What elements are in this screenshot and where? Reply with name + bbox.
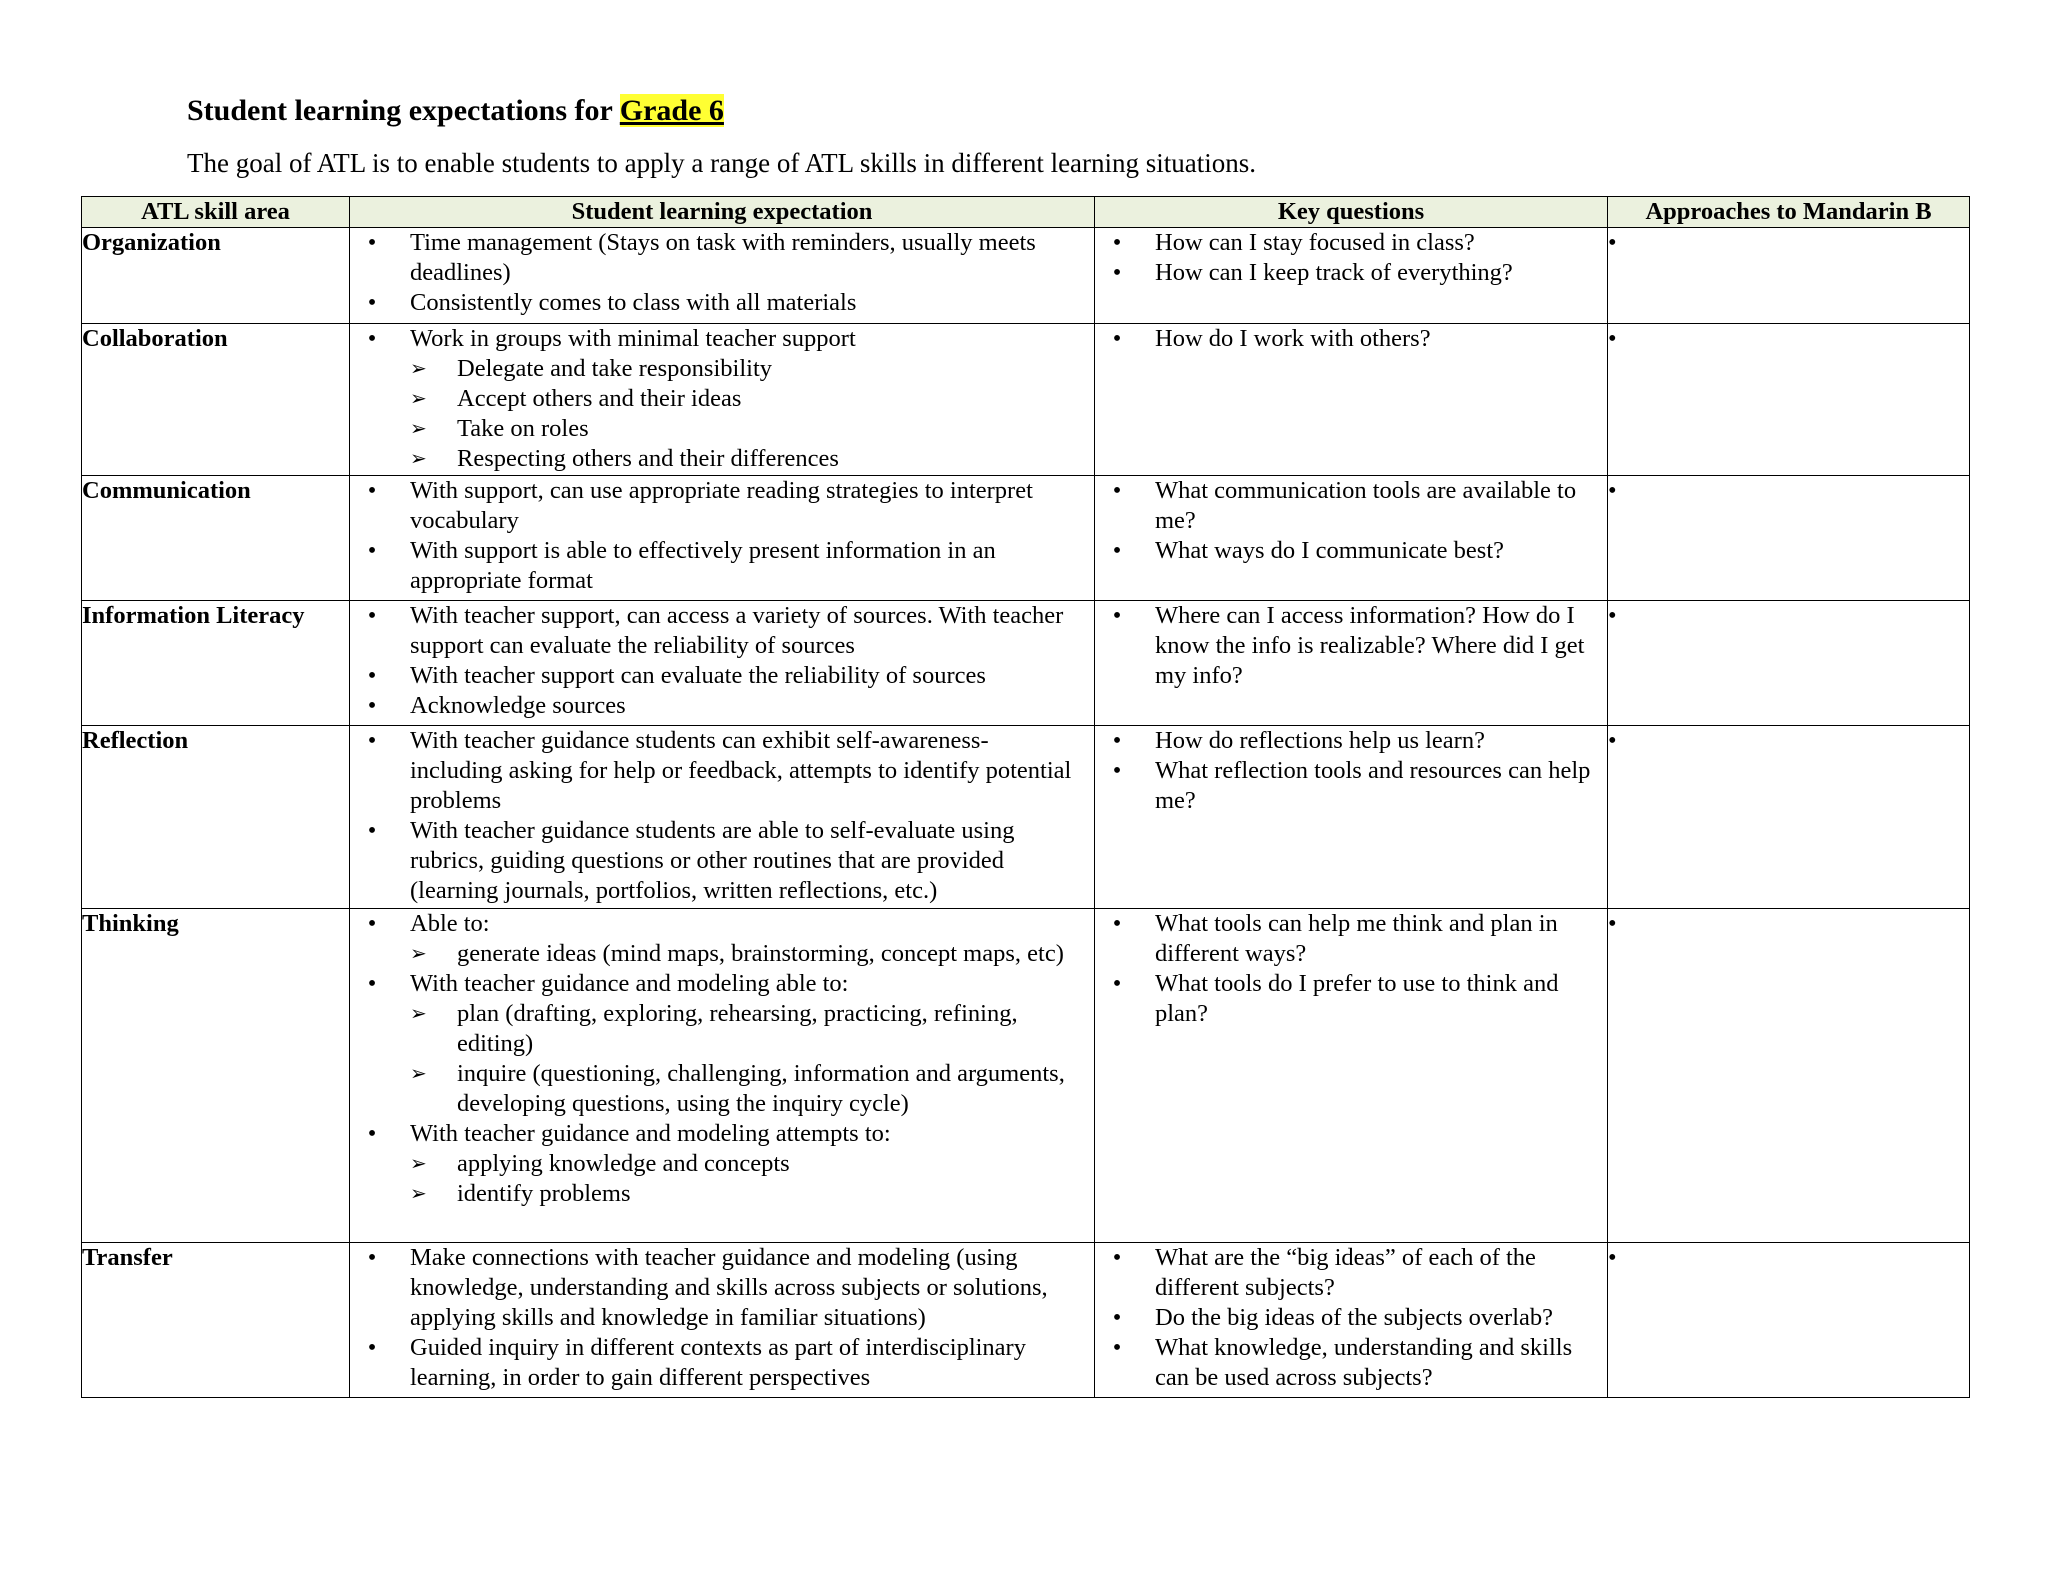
expectation-item [350,324,1094,474]
intro-text: The goal of ATL is to enable students to apply a range of ATL skills in different learning situations. [187,148,1257,178]
sub-expectation-item [410,1149,1086,1179]
expectation-text: Work in groups with minimal teacher support [410,325,856,352]
question-list [1095,1243,1607,1393]
bullet-icon: • [367,325,377,352]
skill-area-cell: Organization [82,228,350,324]
approaches-cell [1608,1243,1970,1398]
sub-expectation-item [410,939,1086,969]
expectation-item [350,601,1094,661]
sub-expectation-item [410,444,1086,474]
question-list [1095,601,1607,691]
question-item [1095,601,1607,691]
bullet-icon: • [1608,325,1617,352]
bullet-icon: • [1112,537,1122,564]
header-student-learning-expectation: Student learning expectation [350,197,1095,228]
bullet-icon: • [367,602,377,629]
bullet-icon: • [1608,229,1617,256]
expectation-cell [350,1243,1095,1398]
expectation-list [350,909,1094,1209]
arrow-bullet-icon: ➢ [410,388,427,410]
expectation-text: With teacher guidance students can exhibit self-awareness- including asking for help or feedback, attempts to identify potential problems [410,727,1072,814]
bullet-icon: • [1608,602,1617,629]
expectation-list [350,726,1094,906]
question-item [1095,909,1607,969]
sub-expectation-list [410,354,1086,474]
expectation-text: Time management (Stays on task with reminders, usually meets deadlines) [410,229,1036,286]
expectation-list [350,228,1094,318]
skill-area-cell: Collaboration [82,324,350,476]
question-item [1095,756,1607,816]
bullet-icon: • [367,289,377,316]
approaches-cell [1608,726,1970,909]
bullet-icon: • [367,1334,377,1361]
expectation-item [350,726,1094,816]
arrow-bullet-icon: ➢ [410,418,427,440]
expectation-text: Acknowledge sources [410,692,626,719]
bullet-icon: • [367,692,377,719]
skill-area-cell: Information Literacy [82,601,350,726]
sub-expectation-text: plan (drafting, exploring, rehearsing, practicing, refining, editing) [457,1000,1018,1057]
approaches-cell [1608,476,1970,601]
bullet-icon: • [367,537,377,564]
approaches-cell [1608,324,1970,476]
header-atl-skill-area: ATL skill area [82,197,350,228]
arrow-bullet-icon: ➢ [410,448,427,470]
table-header [82,197,1970,228]
expectation-text: Guided inquiry in different contexts as part of interdisciplinary learning, in order to gain different perspectives [410,1334,1026,1391]
question-text: What ways do I communicate best? [1155,537,1505,564]
bullet-icon: • [1112,259,1122,286]
sub-expectation-list [410,939,1086,969]
expectation-cell [350,909,1095,1243]
bullet-icon: • [367,1120,377,1147]
question-list [1095,726,1607,816]
expectation-item [350,969,1094,1119]
question-item [1095,726,1607,756]
skill-area-cell: Communication [82,476,350,601]
table-row [82,476,1970,601]
sub-expectation-text: Respecting others and their differences [457,445,839,472]
sub-expectation-item [410,999,1086,1059]
sub-expectation-text: generate ideas (mind maps, brainstorming, concept maps, etc) [457,940,1064,967]
sub-expectation-item [410,354,1086,384]
sub-expectation-item [410,1179,1086,1209]
bullet-icon: • [1112,1304,1122,1331]
expectation-text: With teacher support can evaluate the reliability of sources [410,662,986,689]
question-list [1095,324,1607,354]
question-item [1095,1243,1607,1303]
question-item [1095,258,1607,288]
table-row [82,1243,1970,1398]
expectation-item [350,1243,1094,1333]
title-prefix: Student learning expectations for [187,94,620,127]
question-item [1095,324,1607,354]
expectation-text: With teacher support, can access a variety of sources. With teacher support can evaluate the reliability of sources [410,602,1064,659]
sub-expectation-text: Take on roles [457,415,589,442]
grade-label: Grade 6 [619,94,724,127]
bullet-icon: • [1112,229,1122,256]
expectation-text: Make connections with teacher guidance and modeling (using knowledge, understanding and skills across subjects or solutions, applying skills and knowledge in familiar situations) [410,1244,1048,1331]
bullet-icon: • [367,817,377,844]
key-questions-cell [1095,1243,1608,1398]
expectation-item [350,661,1094,691]
question-text: What are the “big ideas” of each of the different subjects? [1155,1244,1536,1301]
header-key-questions: Key questions [1095,197,1608,228]
expectation-cell [350,601,1095,726]
expectation-list [350,601,1094,721]
question-text: What tools can help me think and plan in different ways? [1155,910,1558,967]
arrow-bullet-icon: ➢ [410,943,427,965]
bullet-icon: • [1112,477,1122,504]
expectation-item [350,1119,1094,1209]
arrow-bullet-icon: ➢ [410,1063,427,1085]
bullet-icon: • [1608,477,1617,504]
table-row [82,601,1970,726]
question-text: What reflection tools and resources can help me? [1155,757,1591,814]
header-approaches: Approaches to Mandarin B [1608,197,1970,228]
question-text: How can I stay focused in class? [1155,229,1475,256]
question-text: What tools do I prefer to use to think and plan? [1155,970,1559,1027]
bullet-icon: • [1112,325,1122,352]
arrow-bullet-icon: ➢ [410,358,427,380]
expectation-list [350,476,1094,596]
bullet-icon: • [367,727,377,754]
bullet-icon: • [367,970,377,997]
skill-area-cell: Thinking [82,909,350,1243]
key-questions-cell [1095,228,1608,324]
expectation-text: With teacher guidance and modeling able to: [410,970,849,997]
arrow-bullet-icon: ➢ [410,1153,427,1175]
bullet-icon: • [1112,1244,1122,1271]
bullet-icon: • [367,1244,377,1271]
page-title [187,92,724,130]
bullet-icon: • [1608,1244,1617,1271]
question-item [1095,536,1607,566]
expectation-item [350,228,1094,288]
bullet-icon: • [367,477,377,504]
sub-expectation-item [410,384,1086,414]
sub-expectation-text: Accept others and their ideas [457,385,742,412]
expectation-item [350,288,1094,318]
expectation-item [350,816,1094,906]
bullet-icon: • [367,229,377,256]
expectation-item [350,476,1094,536]
bullet-icon: • [367,910,377,937]
expectation-cell [350,476,1095,601]
key-questions-cell [1095,601,1608,726]
expectation-cell [350,324,1095,476]
table-row [82,909,1970,1243]
expectation-item [350,536,1094,596]
expectation-cell [350,726,1095,909]
question-list [1095,228,1607,288]
expectation-text: With support is able to effectively present information in an appropriate format [410,537,996,594]
table-row [82,324,1970,476]
expectation-item [350,691,1094,721]
table-row [82,726,1970,909]
bullet-icon: • [367,662,377,689]
key-questions-cell [1095,476,1608,601]
bullet-icon: • [1112,970,1122,997]
sub-expectation-text: identify problems [457,1180,631,1207]
expectation-text: Able to: [410,910,490,937]
skill-area-cell: Transfer [82,1243,350,1398]
sub-expectation-list [410,1149,1086,1209]
bullet-icon: • [1608,910,1617,937]
arrow-bullet-icon: ➢ [410,1183,427,1205]
expectation-text: Consistently comes to class with all materials [410,289,857,316]
question-list [1095,476,1607,566]
question-text: How do I work with others? [1155,325,1431,352]
sub-expectation-item [410,414,1086,444]
expectation-list [350,324,1094,474]
question-item [1095,228,1607,258]
question-text: What knowledge, understanding and skills can be used across subjects? [1155,1334,1573,1391]
bullet-icon: • [1112,727,1122,754]
sub-expectation-text: applying knowledge and concepts [457,1150,790,1177]
skill-area-cell: Reflection [82,726,350,909]
question-item [1095,1303,1607,1333]
table-body [82,228,1970,1398]
key-questions-cell [1095,726,1608,909]
bullet-icon: • [1112,757,1122,784]
question-text: What communication tools are available to me? [1155,477,1577,534]
approaches-cell [1608,601,1970,726]
approaches-cell [1608,909,1970,1243]
question-text: How can I keep track of everything? [1155,259,1513,286]
expectation-item [350,1333,1094,1393]
atl-table [81,196,1970,1398]
question-item [1095,476,1607,536]
expectation-item [350,909,1094,969]
bullet-icon: • [1112,1334,1122,1361]
expectation-cell [350,228,1095,324]
question-list [1095,909,1607,1029]
expectation-text: With teacher guidance students are able to self-evaluate using rubrics, guiding questions or other routines that are provided (learning journals, portfolios, written reflections, etc.) [410,817,1015,904]
bullet-icon: • [1112,602,1122,629]
sub-expectation-list [410,999,1086,1119]
question-item [1095,1333,1607,1393]
expectation-text: With teacher guidance and modeling attempts to: [410,1120,891,1147]
question-text: Do the big ideas of the subjects overlab? [1155,1304,1554,1331]
expectation-text: With support, can use appropriate reading strategies to interpret vocabulary [410,477,1033,534]
bullet-icon: • [1112,910,1122,937]
expectation-list [350,1243,1094,1393]
header-row [82,197,1970,228]
sub-expectation-text: inquire (questioning, challenging, information and arguments, developing questions, using the inquiry cycle) [457,1060,1065,1117]
question-text: Where can I access information? How do I know the info is realizable? Where did I get my info? [1155,602,1585,689]
approaches-cell [1608,228,1970,324]
key-questions-cell [1095,909,1608,1243]
arrow-bullet-icon: ➢ [410,1003,427,1025]
bullet-icon: • [1608,727,1617,754]
sub-expectation-item [410,1059,1086,1119]
question-item [1095,969,1607,1029]
sub-expectation-text: Delegate and take responsibility [457,355,772,382]
key-questions-cell [1095,324,1608,476]
question-text: How do reflections help us learn? [1155,727,1485,754]
table-row [82,228,1970,324]
